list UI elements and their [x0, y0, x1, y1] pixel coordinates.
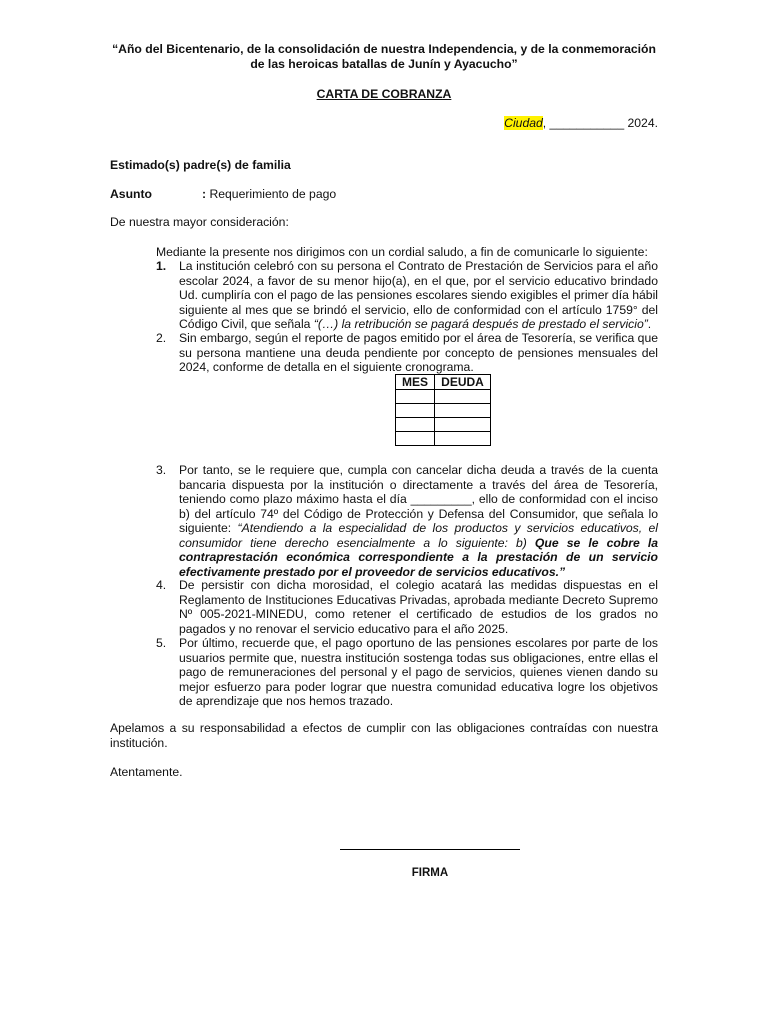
table-cell[interactable] — [396, 432, 435, 446]
list-item — [156, 463, 658, 579]
table-header-month: MES — [396, 375, 435, 390]
city-placeholder: Ciudad — [504, 116, 543, 130]
list-item — [156, 259, 658, 332]
item-quote-bold: Que se le cobre la contraprestación económica correspondiente a la prestación de un servicio efectivamente prestado por el proveedor de servicios educativos.” — [179, 535, 658, 579]
item-number: 3. — [156, 463, 167, 477]
date-line — [504, 116, 658, 130]
table-header-debt: DEUDA — [435, 375, 491, 390]
subject-line — [110, 187, 336, 201]
subject-value: Requerimiento de pago — [209, 187, 337, 201]
item-number: 2. — [156, 331, 167, 345]
item-text: Sin embargo, según el reporte de pagos emitido por el área de Tesorería, se verifica que su persona mantiene una deuda pendiente por concepto de pensiones mensuales del 2024, conforme de detalla en el siguiente cronograma. — [179, 331, 658, 374]
item-number: 1. — [156, 259, 167, 273]
subject-label: Asunto — [110, 187, 152, 201]
table-row — [396, 418, 491, 432]
item-quote: “(…) la retribución se pagará después de prestado el servicio” — [313, 317, 648, 331]
item-body: Por tanto, se le requiere que, cumpla con cancelar dicha deuda a través de la cuenta bancaria dispuesta por la institución o directamente a través del área de Tesorería, teniendo como plazo máximo hasta el día _________, ello de conformidad con el inciso b) del artículo 74º del Código de Protección y Defensa del Consumidor, que señala lo siguiente: — [179, 463, 658, 535]
table-cell[interactable] — [396, 418, 435, 432]
table-row — [396, 432, 491, 446]
table-row — [396, 390, 491, 404]
table-cell[interactable] — [435, 418, 491, 432]
signoff: Atentamente. — [110, 765, 183, 779]
greeting: Estimado(s) padre(s) de familia — [110, 158, 291, 172]
subject-colon: : — [202, 187, 207, 201]
list-item — [156, 636, 658, 709]
item-text: De persistir con dicha morosidad, el colegio acatará las medidas dispuestas en el Reglamento de Instituciones Educativas Privadas, aprobada mediante Decreto Supremo Nº 005-2021-MINEDU, como retener el certificado de estudios de los grados no pagados y no renovar el servicio educativo para el año 2025. — [179, 578, 658, 636]
item-number: 4. — [156, 578, 167, 592]
item-body: La institución celebró con su persona el Contrato de Prestación de Servicios para el año escolar 2024, a favor de su menor hijo(a), en el que, por el servicio educativo brindado Ud. cumpliría con el pago de las pensiones escolares siendo exigibles el primer día hábil siguiente al mes que se brindó el servicio, ello de conformidad con el artículo 1759° del Código Civil, que señala — [179, 259, 658, 331]
item-text — [179, 463, 658, 579]
list-item — [156, 331, 658, 375]
list-item — [156, 578, 658, 636]
signature-label: FIRMA — [411, 867, 449, 879]
signature-line — [340, 849, 520, 850]
date-text: , ___________ 2024. — [542, 116, 658, 130]
table-cell[interactable] — [396, 404, 435, 418]
item-end: . — [647, 317, 652, 331]
page-title: CARTA DE COBRANZA — [316, 87, 452, 101]
closing-paragraph: Apelamos a su responsabilidad a efectos de cumplir con las obligaciones contraídas con nuestra institución. — [110, 721, 658, 750]
salutation: De nuestra mayor consideración: — [110, 215, 289, 229]
header-motto: “Año del Bicentenario, de la consolidación de nuestra Independencia, y de la conmemoración de las heroicas batallas de Junín y Ayacucho” — [112, 42, 656, 71]
table-cell[interactable] — [435, 390, 491, 404]
table-cell[interactable] — [396, 390, 435, 404]
item-text — [179, 259, 658, 332]
item-quote: “Atendiendo a la especialidad de los productos y servicios educativos, el consumidor tiene derecho esencialmente a lo siguiente: b) — [179, 521, 658, 550]
debt-schedule-table — [395, 374, 491, 446]
table-cell[interactable] — [435, 404, 491, 418]
table-row — [396, 404, 491, 418]
item-text: Por último, recuerde que, el pago oportuno de las pensiones escolares por parte de los usuarios permite que, nuestra institución sostenga todas sus obligaciones, entre ellas el pago de remuneraciones del personal y el pago de servicios, quienes vienen dando su mejor esfuerzo para poder lograr que nuestra comunidad educativa logre los objetivos de aprendizaje que nos hemos trazado. — [179, 636, 658, 708]
table-cell[interactable] — [435, 432, 491, 446]
item-number: 5. — [156, 636, 167, 650]
intro-paragraph: Mediante la presente nos dirigimos con un cordial saludo, a fin de comunicarle lo siguiente: — [156, 245, 648, 259]
